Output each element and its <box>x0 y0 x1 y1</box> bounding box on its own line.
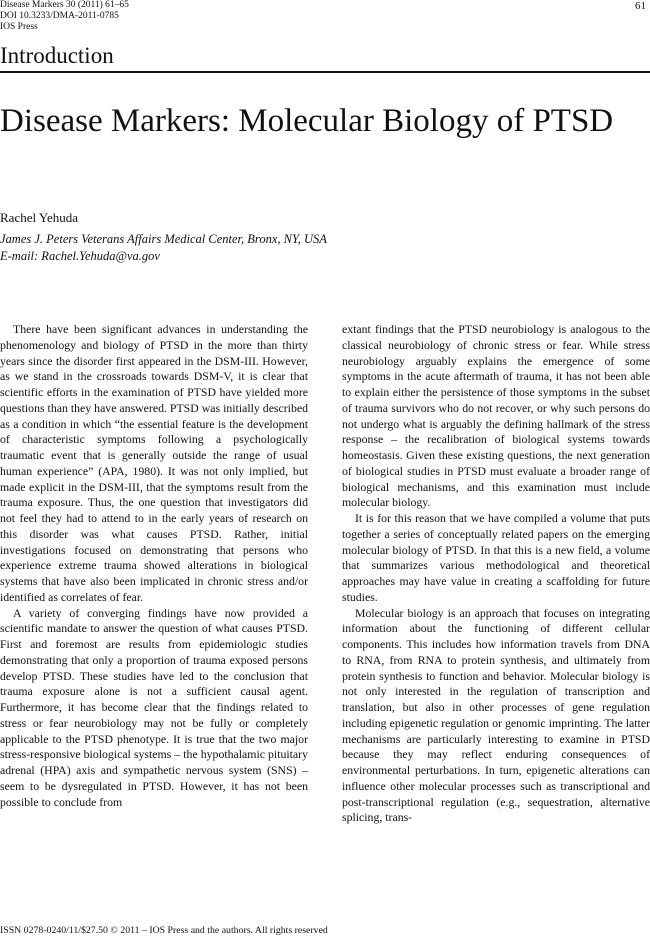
body-column-right <box>342 322 650 826</box>
paragraph: extant findings that the PTSD neurobiology is analogous to the classical neurobiology of chronic stress or fear. While stress neurobiology arguably explains the emergence of some symptoms in the acute aftermath of trauma, it has not been able to explain either the persistence of those symptoms in the subset of trauma survivors who do not recover, or why such persons do not undergo what is arguably the defining hallmark of the stress response – the recalibration of biological systems towards homeostasis. Given these existing questions, the next generation of biological studies in PTSD must evaluate a broader range of biological mechanisms, and this examination must include molecular biology. <box>342 322 650 510</box>
paragraph: There have been significant advances in understanding the phenomenology and biology of PTSD in the more than thirty years since the disorder first appeared in the DSM-III. However, as we stand in the crossroads towards DSM-V, it is clear that scientific efforts in the examination of PTSD have yielded more questions than they have answered. PTSD was initially described as a condition in which “the essential feature is the development of characteristic symptoms following a psychologically traumatic event that is generally outside the range of usual human experience” (APA, 1980). It was not only implied, but made explicit in the DSM-III, that the symptoms result from the trauma exposure. Thus, the one question that investigators did not feel they had to attend to in the early years of research on this disorder was what causes PTSD. Rather, initial investigations focused on demonstrating that persons who experience extreme trauma showed alterations in biological systems that have also been implicated in chronic stress and/or identified as correlates of fear. <box>0 322 308 604</box>
doi[interactable]: DOI 10.3233/DMA-2011-0785 <box>0 11 119 21</box>
journal-citation: Disease Markers 30 (2011) 61–65 <box>0 0 129 10</box>
author-affiliation: James J. Peters Veterans Affairs Medical Center, Bronx, NY, USA <box>0 232 327 246</box>
paragraph: It is for this reason that we have compiled a volume that puts together a series of conceptually related papers on the emerging molecular biology of PTSD. In that this is a new field, a volume that summarizes various methodological and theoretical approaches may have value in creating a scaffolding for future studies. <box>342 511 650 604</box>
publisher: IOS Press <box>0 22 38 32</box>
page-number: 61 <box>635 0 646 12</box>
section-label: Introduction <box>0 43 114 68</box>
author-email[interactable]: E-mail: Rachel.Yehuda@va.gov <box>0 249 160 263</box>
running-header <box>0 0 129 33</box>
paragraph: Molecular biology is an approach that focuses on integrating information about the functioning of different cellular components. This includes how information travels from DNA to RNA, from RNA to protein synthesis, and ultimately from protein synthesis to function and behavior. Molecular biology is not only interested in the regulation of transcription and translation, but also in other processes of gene regulation including epigenetic regulation or genomic imprinting. The latter mechanisms are particularly interesting to examine in PTSD because they may reflect enduring consequences of environmental perturbations. In turn, epigenetic alterations can influence other molecular processes such as transcriptional and post-transcriptional regulation (e.g., sequestration, alternative splicing, trans- <box>342 605 650 825</box>
copyright-footer: ISSN 0278-0240/11/$27.50 © 2011 – IOS Press and the authors. All rights reserved <box>0 925 328 936</box>
paragraph: A variety of converging findings have now provided a scientific mandate to answer the question of what causes PTSD. First and foremost are results from epidemiologic studies demonstrating that only a proportion of trauma exposed persons develop PTSD. These studies have led to the conclusion that trauma exposure alone is not a sufficient causal agent. Furthermore, it has become clear that the findings related to stress or fear neurobiology may not be fully or completely applicable to the PTSD phenotype. It is true that the two major stress-responsive biological systems – the hypothalamic pituitary adrenal (HPA) axis and sympathetic nervous system (SNS) – seem to be dysregulated in PTSD. However, it has not been possible to conclude from <box>0 605 308 809</box>
article-title: Disease Markers: Molecular Biology of PTSD <box>0 103 614 139</box>
body-column-left <box>0 322 308 810</box>
header-rule <box>0 71 650 73</box>
author-name: Rachel Yehuda <box>0 210 78 225</box>
